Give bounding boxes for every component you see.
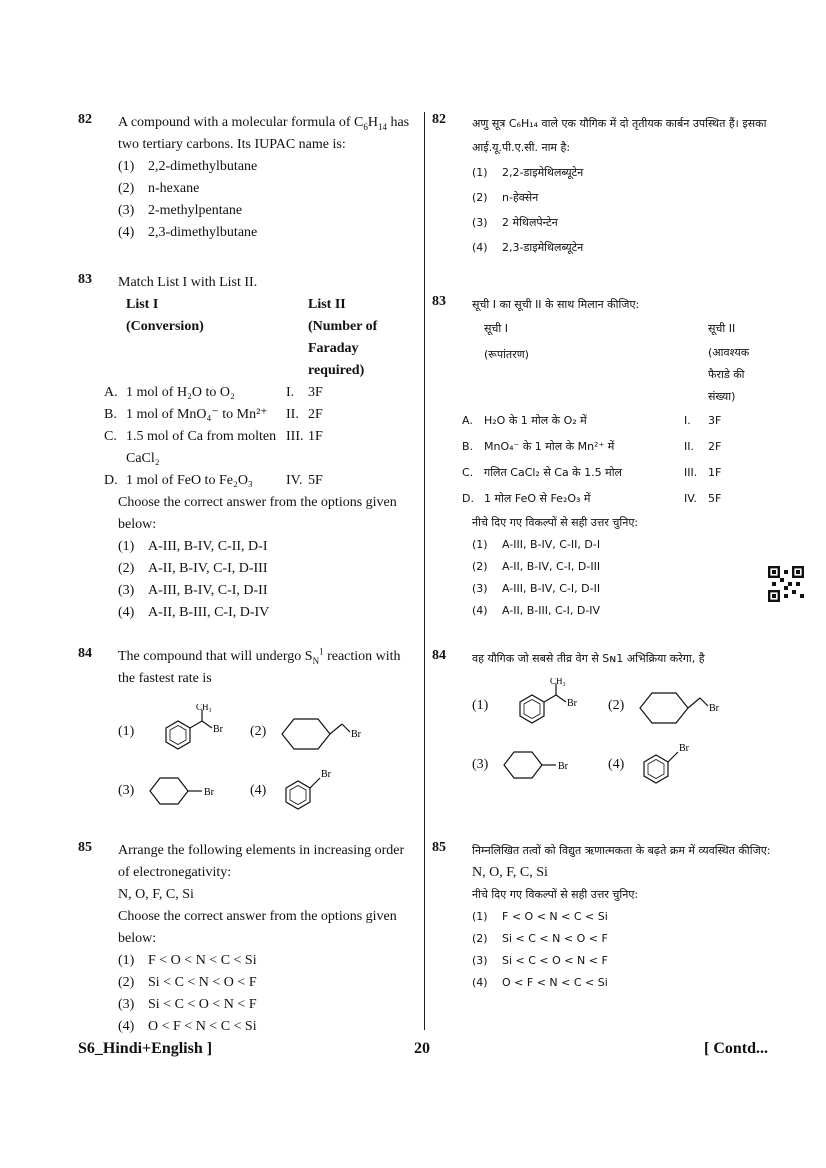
phenylethyl-bromide-structure[interactable]: [146, 704, 242, 760]
option-2[interactable]: (2) Si < C < N < O < F: [472, 932, 608, 945]
question-stem: अणु सूत्र C₆H₁₄ वाले एक यौगिक में दो तृतीयक कार्बन उपस्थित हैं। इसका आई.यू.पी.ए.सी. नाम है:: [472, 117, 767, 154]
question-number: 83: [432, 294, 446, 309]
qr-code-icon: [768, 566, 804, 602]
option-4[interactable]: (4): [608, 757, 625, 772]
structure-row-2: [118, 766, 416, 816]
br-label: Br: [567, 698, 577, 709]
cyclohexylmethyl-bromide-structure[interactable]: [278, 704, 378, 760]
question-stem: वह यौगिक जो सबसे तीव्र वेग से Sɴ1 अभिक्रिया करेगा, है: [472, 652, 705, 665]
question-stem: निम्नलिखित तत्वों को विद्युत ऋणात्मकता के बढ़ते क्रम में व्यवस्थित कीजिए:: [472, 844, 771, 857]
option-1[interactable]: (1): [118, 724, 135, 739]
option-4[interactable]: (4) A-II, B-III, C-I, D-IV: [118, 605, 270, 620]
ch3-label: CH₃: [550, 678, 566, 686]
option-2[interactable]: (2) n-hexane: [118, 181, 200, 196]
option-3[interactable]: (3) 2 मेथिलपेन्टेन: [472, 216, 558, 229]
question-84-en: [78, 646, 416, 840]
question-number: 84: [432, 648, 446, 663]
option-1[interactable]: (1) F < O < N < C < Si: [472, 910, 608, 923]
option-3[interactable]: (3) Si < C < O < N < F: [472, 954, 608, 967]
element-list: N, O, F, C, Si: [118, 887, 194, 902]
option-1[interactable]: (1) A-III, B-IV, C-II, D-I: [472, 538, 601, 551]
option-2[interactable]: (2): [608, 698, 625, 713]
question-stem: The compound that will undergo $S_N^1$ reaction with the fastest rate is: [118, 646, 401, 686]
question-stem: Arrange the following elements in increasing order of electronegativity:: [118, 843, 405, 880]
br-label: Br: [679, 743, 689, 754]
option-4[interactable]: (4) O < F < N < C < Si: [118, 1019, 257, 1034]
option-1[interactable]: (1) 2,2-dimethylbutane: [118, 159, 258, 174]
question-number: 82: [432, 112, 446, 127]
page-number: 20: [414, 1040, 430, 1057]
match-table: सूची I सूची II (रूपांतरण) (आवश्यक फैराडे की संख्या) A. H₂O के 1 मोल के O₂ में I. 3F B. MnO₄⁻ के 1 मोल के Mn²⁺ में II. 2F C. गलित CaCl₂ से Ca के 1.5 मोल III. 1F D. 1 मोल FeO से Fe₂O₃ में IV. 5F: [462, 322, 750, 505]
question-stem: Match List I with List II.: [118, 275, 258, 290]
choose-instruction: नीचे दिए गए विकल्पों से सही उत्तर चुनिए:: [472, 888, 639, 901]
option-1[interactable]: (1) F < O < N < C < Si: [118, 953, 257, 968]
option-1[interactable]: (1): [472, 698, 489, 713]
option-3[interactable]: (3) A-III, B-IV, C-I, D-II: [118, 583, 268, 598]
option-1[interactable]: (1) A-III, B-IV, C-II, D-I: [118, 539, 268, 554]
cyclohexyl-bromide-structure[interactable]: [500, 740, 600, 790]
question-82-hi: [432, 112, 772, 294]
choose-instruction: Choose the correct answer from the options given below:: [118, 495, 397, 532]
question-number: 83: [78, 272, 92, 287]
option-3[interactable]: (3) 2-methylpentane: [118, 203, 243, 218]
br-label: Br: [709, 703, 719, 714]
br-label: Br: [213, 724, 223, 735]
structure-row-1: [472, 678, 772, 734]
footer-code: S6_Hindi+English ]: [78, 1040, 213, 1057]
structure-row-2: [472, 740, 772, 790]
option-4[interactable]: (4): [250, 783, 267, 798]
continued-label: [ Contd...: [703, 1040, 768, 1057]
choose-instruction: नीचे दिए गए विकल्पों से सही उत्तर चुनिए:: [472, 516, 639, 529]
phenylethyl-bromide-structure[interactable]: [500, 678, 600, 734]
br-label: Br: [558, 761, 568, 772]
question-83-hi: [432, 294, 772, 648]
option-2[interactable]: (2) Si < C < N < O < F: [118, 975, 257, 990]
option-4[interactable]: (4) O < F < N < C < Si: [472, 976, 608, 989]
option-2[interactable]: (2) A-II, B-IV, C-I, D-III: [118, 561, 268, 576]
english-column: [78, 112, 416, 1038]
cyclohexyl-bromide-structure[interactable]: [146, 766, 242, 816]
option-3[interactable]: (3): [472, 757, 489, 772]
option-3[interactable]: (3) A-III, B-IV, C-I, D-II: [472, 582, 601, 595]
page-footer: [78, 1040, 768, 1058]
option-4[interactable]: (4) 2,3-dimethylbutane: [118, 225, 258, 240]
question-82-en: [78, 112, 416, 272]
cyclohexylmethyl-bromide-structure[interactable]: [636, 678, 736, 734]
question-84-hi: [432, 648, 772, 840]
question-number: 85: [432, 840, 446, 855]
choose-instruction: Choose the correct answer from the options given below:: [118, 909, 397, 946]
question-stem: सूची I का सूची II के साथ मिलान कीजिए:: [472, 298, 640, 311]
element-list: N, O, F, C, Si: [472, 865, 548, 880]
column-divider: [424, 112, 425, 1030]
question-number: 82: [78, 112, 92, 127]
option-2[interactable]: (2) A-II, B-IV, C-I, D-III: [472, 560, 601, 573]
option-1[interactable]: (1) 2,2-डाइमेथिलब्यूटेन: [472, 166, 584, 179]
br-label: Br: [321, 769, 331, 780]
question-83-en: [78, 272, 416, 646]
question-85-en: [78, 840, 416, 1038]
bromobenzene-structure[interactable]: [278, 766, 358, 816]
question-number: 84: [78, 646, 92, 661]
question-85-hi: [432, 840, 772, 994]
option-3[interactable]: (3) Si < C < O < N < F: [118, 997, 257, 1012]
question-number: 85: [78, 840, 92, 855]
bromobenzene-structure[interactable]: [636, 740, 716, 790]
option-4[interactable]: (4) A-II, B-III, C-I, D-IV: [472, 604, 601, 617]
question-stem: A compound with a molecular formula of $C_6H_{14}$ has two tertiary carbons. Its IUPAC name is:: [118, 115, 410, 152]
option-4[interactable]: (4) 2,3-डाइमेथिलब्यूटेन: [472, 241, 584, 254]
hindi-column: [432, 112, 772, 994]
br-label: Br: [204, 787, 214, 798]
option-3[interactable]: (3): [118, 783, 135, 798]
ch3-label: CH₃: [196, 704, 212, 712]
br-label: Br: [351, 729, 361, 740]
option-2[interactable]: (2) n-हेक्सेन: [472, 191, 539, 204]
option-2[interactable]: (2): [250, 724, 267, 739]
structure-row-1: [118, 704, 416, 760]
match-table: List I List II (Conversion) (Number of Faraday required) A. 1 mol of H₂O to O₂ I. 3F B. 1 mol of MnO₄⁻ to Mn²⁺ II. 2F C. 1.5 mol of Ca from molten CaCl₂ III. 1F D. 1 mol of FeO to Fe₂O₃ IV. 5F: [104, 297, 378, 488]
